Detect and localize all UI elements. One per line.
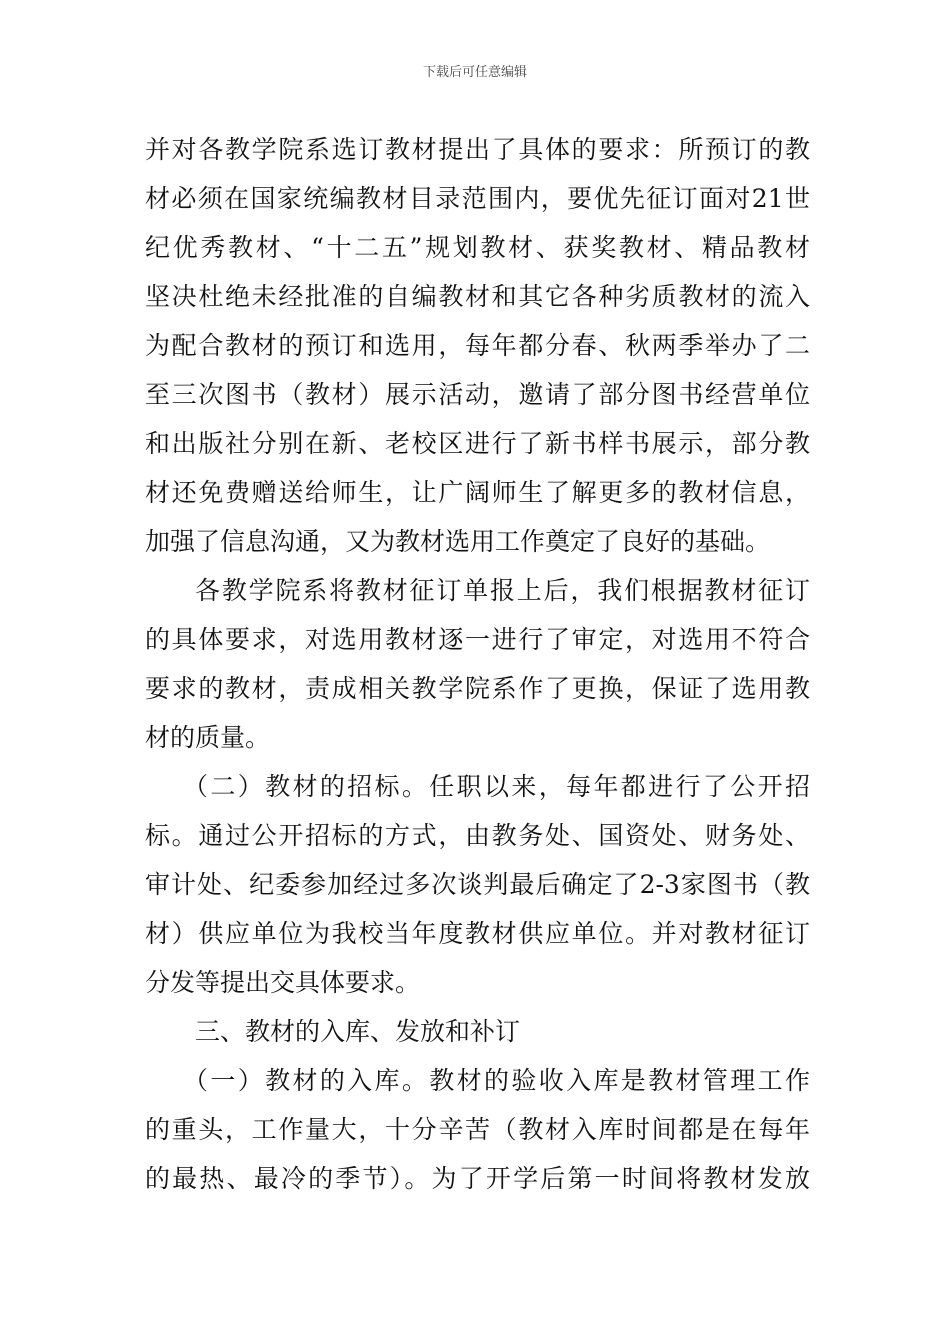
text-line: 材的质量。 bbox=[145, 723, 271, 752]
text-line: 材）供应单位为我校当年度教材供应单位。并对教材征订 bbox=[145, 919, 810, 948]
text-line: 的具体要求，对选用教材逐一进行了审定，对选用不符合 bbox=[145, 625, 810, 654]
text-line: 并对各教学院系选订教材提出了具体的要求：所预订的教 bbox=[145, 135, 810, 164]
text-line: 各教学院系将教材征订单报上后，我们根据教材征订 bbox=[195, 576, 810, 605]
text-line: 至三次图书（教材）展示活动，邀请了部分图书经营单位 bbox=[145, 380, 810, 409]
text-line: 坚决杜绝未经批准的自编教材和其它各种劣质教材的流入 bbox=[145, 282, 810, 311]
text-line: 加强了信息沟通，又为教材选用工作奠定了良好的基础。 bbox=[145, 527, 771, 556]
text-line: 材必须在国家统编教材目录范围内，要优先征订面对21世 bbox=[145, 184, 810, 213]
text-line: （二）教材的招标。任职以来，每年都进行了公开招 bbox=[183, 772, 810, 801]
section-heading: 三、教材的入库、发放和补订 bbox=[195, 1017, 521, 1046]
text-line: 分发等提出交具体要求。 bbox=[145, 968, 421, 997]
text-line: 纪优秀教材、“十二五”规划教材、获奖教材、精品教材 bbox=[145, 233, 810, 262]
text-line: 为配合教材的预订和选用，每年都分春、秋两季举办了二 bbox=[145, 331, 810, 360]
text-line: 的最热、最冷的季节）。为了开学后第一时间将教材发放 bbox=[145, 1164, 810, 1193]
text-line: （一）教材的入库。教材的验收入库是教材管理工作 bbox=[183, 1066, 810, 1095]
text-line: 审计处、纪委参加经过多次谈判最后确定了2-3家图书（教 bbox=[145, 870, 810, 899]
text-line: 的重头，工作量大，十分辛苦（教材入库时间都是在每年 bbox=[145, 1115, 810, 1144]
text-line: 要求的教材，责成相关教学院系作了更换，保证了选用教 bbox=[145, 674, 810, 703]
page-header: 下载后可任意编辑 bbox=[422, 65, 527, 80]
text-line: 材还免费赠送给师生，让广阔师生了解更多的教材信息， bbox=[145, 478, 810, 507]
text-line: 标。通过公开招标的方式，由教务处、国资处、财务处、 bbox=[145, 821, 810, 850]
text-line: 和出版社分别在新、老校区进行了新书样书展示，部分教 bbox=[145, 429, 810, 458]
